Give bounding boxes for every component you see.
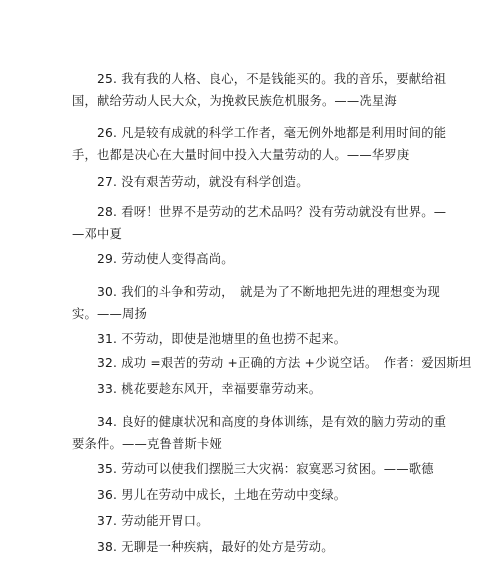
quote-text: 不劳动，即使是池塘里的鱼也捞不起来。: [121, 332, 347, 346]
quote-text: 桃花要趁东风开，幸福要靠劳动来。: [121, 382, 322, 396]
quote-number: 29.: [97, 252, 118, 266]
quote-text: 成功 =艰苦的劳动 +正确的方法 +少说空话。 作者：爱因斯坦: [121, 356, 472, 370]
quote-38: [72, 536, 459, 558]
quote-text-line-1: 我有我的人格、良心，不是钱能买的。我的音乐，要献给祖: [121, 72, 447, 86]
quote-31: [72, 328, 459, 350]
quote-number: 30.: [97, 285, 118, 299]
quote-number: 36.: [97, 488, 118, 502]
quote-number: 27.: [97, 175, 118, 189]
quote-number: 31.: [97, 332, 118, 346]
quote-25: [72, 68, 447, 112]
quote-37: [72, 510, 459, 532]
quote-32: [72, 352, 472, 374]
quote-text-line-1: 我们的斗争和劳动， 就是为了不断地把先进的理想变为现: [121, 285, 441, 299]
quote-text-line-1: 良好的健康状况和高度的身体训练，是有效的脑力劳动的重: [121, 415, 447, 429]
quote-29: [72, 248, 459, 270]
quote-30: [72, 281, 441, 325]
quote-36: [72, 484, 459, 506]
quote-text: 无聊是一种疾病，最好的处方是劳动。: [121, 540, 334, 554]
quote-text: 劳动使人变得高尚。: [121, 252, 234, 266]
quote-text: 没有艰苦劳动，就没有科学创造。: [121, 175, 309, 189]
quote-number: 38.: [97, 540, 118, 554]
quote-text: 劳动可以使我们摆脱三大灾祸：寂寞恶习贫困。——歌德: [121, 462, 434, 476]
quote-number: 26.: [97, 126, 118, 140]
quote-number: 25.: [97, 72, 118, 86]
quote-text-line-2: 实。——周扬: [72, 307, 147, 321]
quote-text-line-2: 要条件。——克鲁普斯卡娅: [72, 437, 222, 451]
quote-number: 28.: [97, 205, 118, 219]
quote-26: [72, 122, 447, 166]
quote-number: 35.: [97, 462, 118, 476]
quote-text-line-1: 看呀！世界不是劳动的艺术品吗？没有劳动就没有世界。—: [121, 205, 447, 219]
quote-text-line-1: 凡是较有成就的科学工作者，毫无例外地都是利用时间的能: [121, 126, 447, 140]
quote-text-line-2: 国，献给劳动人民大众，为挽救民族危机服务。——冼星海: [72, 94, 397, 108]
quote-text-line-2: 手，也都是决心在大量时间中投入大量劳动的人。——华罗庚: [72, 148, 410, 162]
quote-35: [72, 458, 459, 480]
quote-text: 劳动能开胃口。: [121, 514, 209, 528]
quote-33: [72, 378, 459, 400]
quote-34: [72, 411, 447, 455]
quote-number: 37.: [97, 514, 118, 528]
quote-number: 34.: [97, 415, 118, 429]
quote-number: 32.: [97, 356, 118, 370]
quote-text: 男儿在劳动中成长，土地在劳动中变绿。: [121, 488, 347, 502]
quote-27: [72, 171, 459, 193]
quote-28: [72, 201, 447, 245]
quote-number: 33.: [97, 382, 118, 396]
quote-text-line-2: —邓中夏: [72, 227, 122, 241]
